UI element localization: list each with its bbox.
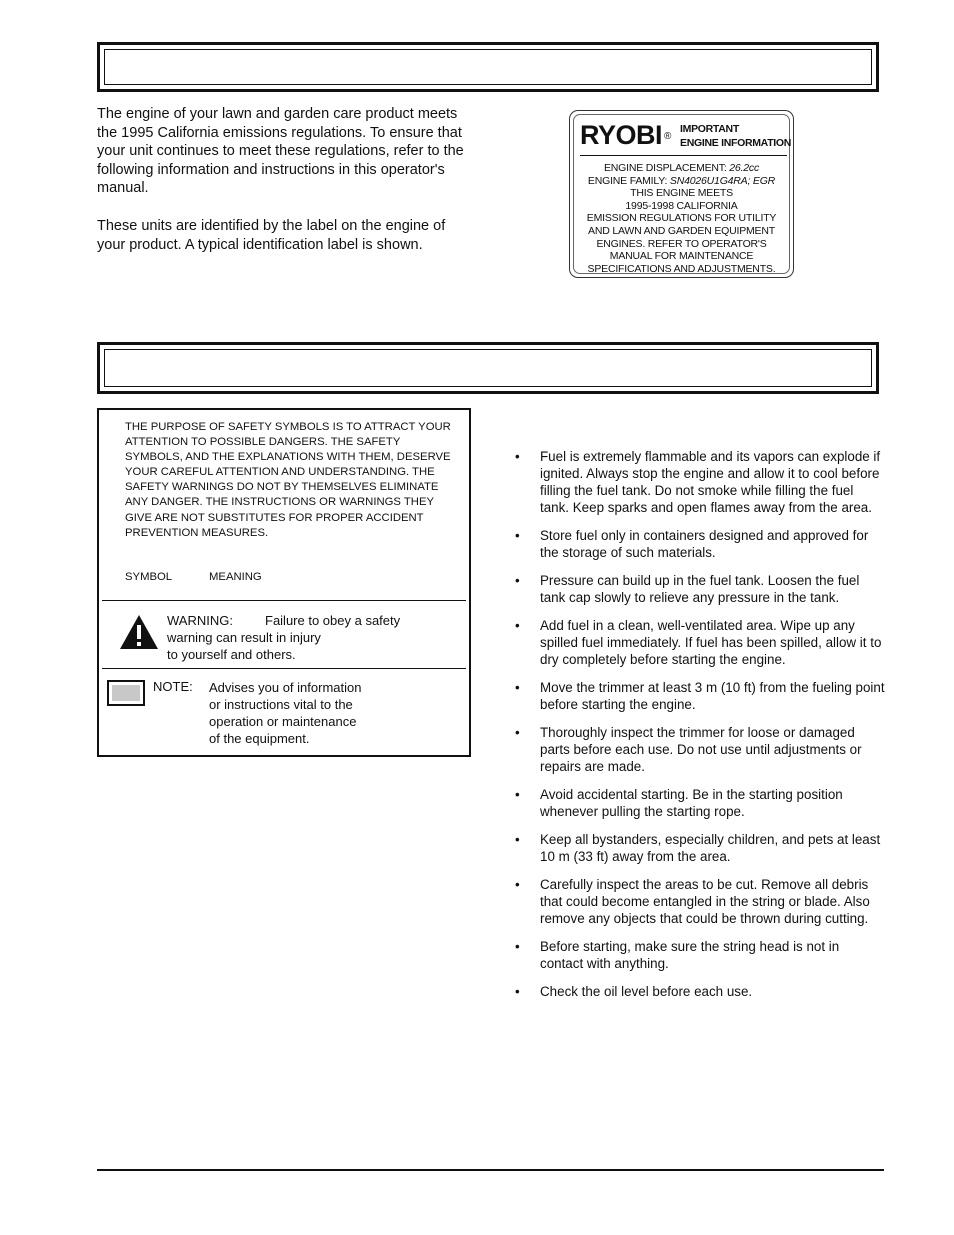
footer-rule [97,1169,884,1171]
list-item [515,983,885,1000]
symbol-column-header: SYMBOL [125,571,173,583]
bullet-icon: • [515,787,520,802]
label-line: SPECIFICATIONS AND ADJUSTMENTS. [587,262,776,275]
list-item-text: Check the oil level before each use. [540,984,753,999]
engine-family-label: ENGINE FAMILY: [587,174,668,187]
list-item [515,724,885,775]
section-header-emissions [97,42,879,92]
note-icon-fill [112,685,140,701]
warning-line: Failure to obey a safety [265,613,401,628]
label-line: AND LAWN AND GARDEN EQUIPMENT [588,224,775,237]
label-line: 1995-1998 CALIFORNIA [625,199,738,212]
bullet-icon: • [515,725,520,740]
engine-family-row [570,175,793,188]
displacement-row [570,162,793,175]
bullet-icon: • [515,877,520,892]
list-item-text: Fuel is extremely flammable and its vapors can explode if ignited. Always stop the engine and allow it to cool before filling the fuel tank. Do not smoke while filling the fuel tank. Keep sparks and open flames away from the area. [540,449,881,515]
note-line: operation or maintenance [209,714,357,729]
section-header-inner-border [104,49,872,85]
section-header-inner-border [104,349,872,387]
bullet-icon: • [515,832,520,847]
list-item-text: Store fuel only in containers designed and approved for the storage of such materials. [540,528,869,560]
label-line: ENGINES. REFER TO OPERATOR'S [596,237,767,250]
important-line: IMPORTANT [680,123,739,135]
engine-information-line: ENGINE INFORMATION [680,137,792,149]
list-item [515,786,885,820]
label-line: EMISSION REGULATIONS FOR UTILITY [586,212,777,225]
label-line: THIS ENGINE MEETS [630,187,733,200]
section-header-safety [97,342,879,394]
list-item [515,448,885,516]
label-important-heading [680,122,791,150]
symbols-divider [102,668,466,669]
label-line: MANUAL FOR MAINTENANCE [609,250,754,263]
ryobi-logo [580,121,671,151]
bullet-icon: • [515,939,520,954]
bullet-icon: • [515,680,520,695]
note-word: NOTE: [153,679,193,694]
list-item [515,876,885,927]
label-description-paragraph: These units are identified by the label on the engine of your product. A typical identification label is shown. [97,218,446,253]
displacement-label: ENGINE DISPLACEMENT: [603,162,727,174]
brand-name: RYOBI [580,120,663,150]
displacement-value: 26.2cc [729,162,760,174]
warning-row-1 [167,612,467,629]
note-meaning [209,679,459,747]
engine-emission-label [569,110,794,278]
warning-word: WARNING: [167,613,233,628]
bullet-icon: • [515,528,520,543]
list-item-text: Move the trimmer at least 3 m (10 ft) from the fueling point before starting the engine. [540,680,885,712]
symbols-divider [102,600,466,601]
list-item-text: Thoroughly inspect the trimmer for loose or damaged parts before each use. Do not use until adjustments or repairs are made. [540,725,862,774]
safety-symbols-box [97,408,471,757]
note-line: of the equipment. [209,731,310,746]
engine-family-value: SN4026U1G4RA; EGR [669,174,776,187]
bullet-icon: • [515,618,520,633]
list-item [515,527,885,561]
registered-mark: ® [664,130,671,142]
list-item-text: Before starting, make sure the string head is not in contact with anything. [540,939,840,971]
label-divider [580,155,787,156]
list-item [515,572,885,606]
meaning-column-header: MEANING [209,571,262,583]
list-item [515,679,885,713]
list-item-text: Carefully inspect the areas to be cut. Remove all debris that could become entangled in the string or blade. Also remove any objects that could be thrown during cutting. [540,877,870,926]
list-item [515,831,885,865]
warning-line: to yourself and others. [167,647,296,662]
intro-paragraph: The engine of your lawn and garden care product meets the 1995 California emissions regulations. To ensure that your unit continues to meet these regulations, refer to the following information and instructions in this operator's manual. [97,106,464,197]
warning-line: warning can result in injury [167,630,321,645]
list-item-text: Add fuel in a clean, well-ventilated area. Wipe up any spilled fuel immediately. If fuel has been spilled, allow it to dry completely before starting the engine. [540,618,882,667]
label-body [570,162,793,275]
list-item [515,938,885,972]
list-item-text: Pressure can build up in the fuel tank. Loosen the fuel tank cap slowly to relieve any pressure in the tank. [540,573,860,605]
safety-symbols-purpose: THE PURPOSE OF SAFETY SYMBOLS IS TO ATTRACT YOUR ATTENTION TO POSSIBLE DANGERS. THE SAFETY SYMBOLS, AND THE EXPLANATIONS WITH THEM, DESERVE YOUR CAREFUL ATTENTION AND UNDERSTANDING. THE SAFETY WARNINGS DO NOT BY THEMSELVES ELIMINATE ANY DANGER. THE INSTRUCTIONS OR WARNINGS THEY GIVE ARE NOT SUBSTITUTES FOR PROPER ACCIDENT PREVENTION MEASURES. [125,421,451,539]
fuel-safety-list [515,448,885,1011]
note-line: Advises you of information [209,680,362,695]
warning-triangle-icon [119,614,159,650]
note-line: or instructions vital to the [209,697,353,712]
bullet-icon: • [515,449,520,464]
list-item [515,617,885,668]
warning-meaning [167,612,467,663]
list-item-text: Keep all bystanders, especially children, and pets at least 10 m (33 ft) away from the area. [540,832,881,864]
note-icon [107,680,145,706]
bullet-icon: • [515,984,520,999]
list-item-text: Avoid accidental starting. Be in the starting position whenever pulling the starting rope. [540,787,843,819]
bullet-icon: • [515,573,520,588]
